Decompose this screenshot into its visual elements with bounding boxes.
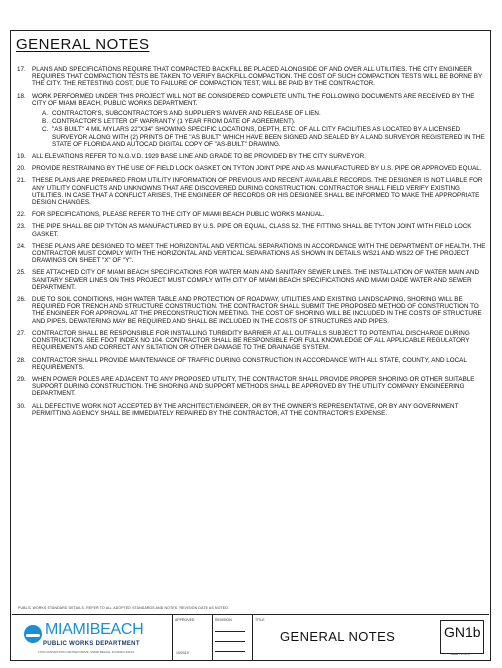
note-number: 21. [17, 177, 26, 185]
subitem-label: B. [42, 118, 48, 126]
subitem-text: CONTRACTOR'S, SUBCONTRACTOR'S AND SUPPLIER'S WAIVER AND RELEASE OF LIEN. [52, 110, 321, 118]
subitem-label: C. [42, 126, 49, 134]
title-label: TITLE [255, 618, 265, 622]
divider [252, 615, 253, 660]
logo [12, 615, 162, 660]
sheet-title: GENERAL NOTES [280, 629, 396, 644]
note-item [17, 165, 487, 172]
note-text: DUE TO SOIL CONDITIONS, HIGH WATER TABLE AND PROTECTION OF ROADWAY, UTILITIES AND EXISTING LANDSCAPING, SHORING WILL BE REQUIRED FOR TRENCH AND STRUCTURE CONSTRUCTION. THE CONTRACTOR SHALL SUBMIT THE PROPOSED METHOD OF CONSTRUCTION TO THE ENGINEER FOR APPROVAL AT THE PRECONSTRUCTION MEETING. THE COST OF SHORING WILL BE INCLUDED IN THE COSTS OF STRUCTURE AND PIPES. DEWATERING MAY BE REQUIRED AND SHALL BE INCLUDED IN THE COSTS OF STRUCTURES AND PIPES. [32, 296, 482, 325]
note-text: WORK PERFORMED UNDER THIS PROJECT WILL NOT BE CONSIDERED COMPLETE UNTIL THE FOLLOWING DOCUMENTS ARE RECEIVED BY THE CITY OF MIAMI BEACH, PUBLIC WORKS DEPARTMENT. [32, 92, 475, 107]
approved-label: APPROVED [175, 618, 195, 622]
subitem-text: "AS BUILT" 4 MIL MYLARS 22"X34" SHOWING SPECIFIC LOCATIONS, DEPTH, ETC. OF ALL CITY FACILITIES AS LOCATED BY A LICENSED SURVEYOR ALONG WITH (2) PRINTS OF THE "AS BUILT" WHICH HAVE BEEN SIGNED AND SEALED BY A LAND SURVEYOR REGISTERED IN THE STATE OF FLORIDA AND AUTOCAD DIGITAL COPY OF "AS-BUILT" DRAWING. [52, 126, 485, 148]
note-number: 24. [17, 242, 26, 250]
note-text: WHEN POWER POLES ARE ADJACENT TO ANY PROPOSED UTILITY, THE CONTRACTOR SHALL PROVIDE PROPER SHORING OR OTHER SUITABLE SUPPORT DURING CONSTRUCTION. THE SHORING AND SUPPORT METHODS SHALL BE APPROVED BY THE UTILITY COMPANY ENGINEERING DEPARTMENT. [32, 375, 475, 398]
note-subitem [42, 118, 487, 125]
note-text: THESE PLANS ARE PREPARED FROM UTILITY INFORMATION OF PREVIOUS AND RECENT AVAILABLE RECORDS. THE DESIGNER IS NOT LIABLE FOR ANY UTILITY CONFLICTS AND UNKNOWNS THAT ARE DISCOVERED DURING CONSTRUCTION. CONTRACTOR SHALL FIELD VERIFY EXISTING UTILITIES. IN CASE THAT A CONFLICT ARISES, THE ENGINEER OF RECORDS OR HIS DESIGNEE SHALL BE INFORMED TO MAKE THE APPROPRIATE DESIGN CHANGES. [32, 177, 483, 207]
divider [212, 615, 213, 660]
note-item [17, 376, 487, 398]
note-text: PLANS AND SPECIFICATIONS REQUIRE THAT COMPACTED BACKFILL BE PLACED ALONGSIDE OF AND OVER ALL UTILITIES. THE CITY ENGINEER REQUIRES THAT COMPACTION TESTS BE TAKEN TO VERIFY BACKFILL COMPACTION. THE COST OF SUCH COMPACTION TESTS WILL BE BORNE BY THE CITY. THE RETESTING COST, DUE TO FAILURE OF COMPACTION TEST, WILL BE PAID BY THE CONTRACTOR. [32, 66, 483, 88]
note-subitem [42, 110, 487, 117]
notes-list [17, 66, 487, 422]
note-text: THE PIPE SHALL BE DIP TYTON AS MANUFACTURED BY U.S. PIPE OR EQUAL, CLASS 52. THE FITTING SHALL BE TYTON JOINT WITH FIELD LOCK GASKET. [32, 223, 472, 238]
note-subitem [42, 126, 487, 148]
note-item [17, 330, 487, 352]
note-item [17, 403, 487, 417]
note-item [17, 177, 487, 206]
approved-value: 10/2019 [176, 651, 189, 655]
title-block-reference: PUBLIC WORKS STANDARD DETAILS. REFER TO ALL ADOPTED STANDARDS AND NOTES. REVISION DATE AS NOTED. [18, 606, 230, 610]
note-item [17, 243, 487, 265]
revision-line [215, 631, 245, 632]
note-number: 28. [17, 356, 26, 364]
note-sublist [32, 110, 487, 148]
note-number: 19. [17, 153, 26, 161]
note-text: PROVIDE RESTRAINING BY THE USE OF FIELD LOCK GASKET ON TYTON JOINT PIPE AND AS MANUFACTURED BY U.S. PIPE OR APPROVED EQUAL. [32, 165, 482, 173]
revision-line [215, 651, 245, 652]
note-text: FOR SPECIFICATIONS, PLEASE REFER TO THE CITY OF MIAMI BEACH PUBLIC WORKS MANUAL. [32, 211, 325, 219]
note-number: 25. [17, 269, 26, 277]
note-item [17, 269, 487, 291]
note-item [17, 223, 487, 237]
note-text: ALL DEFECTIVE WORK NOT ACCEPTED BY THE ARCHITECT/ENGINEER, OR BY THE OWNER'S REPRESENTATIVE, OR BY ANY GOVERNMENT PERMITTING AGENCY SHALL BE IMMEDIATELY REPAIRED BY THE CONTRACTOR, AT THE CONTRACTOR'S EXPENSE. [32, 402, 459, 417]
note-text: ALL ELEVATIONS REFER TO N.G.V.D. 1929 BASE LINE AND GRADE TO BE PROVIDED BY THE CITY SURVEYOR. [32, 153, 366, 161]
note-number: 17. [17, 66, 26, 73]
note-item [17, 66, 487, 88]
sheet-number: GN1b [444, 624, 481, 640]
note-number: 18. [17, 92, 26, 100]
miami-beach-logo-icon [24, 625, 42, 643]
logo-department: PUBLIC WORKS DEPARTMENT [43, 641, 140, 647]
note-item [17, 93, 487, 148]
page-title: GENERAL NOTES [16, 36, 150, 53]
note-number: 20. [17, 165, 26, 173]
note-item [17, 211, 487, 218]
note-number: 26. [17, 296, 26, 304]
note-item [17, 153, 487, 160]
note-number: 30. [17, 402, 26, 410]
note-number: 29. [17, 375, 26, 383]
revision-label: REVISION [215, 618, 232, 622]
subitem-text: CONTRACTOR'S LETTER OF WARRANTY (1 YEAR FROM DATE OF AGREEMENT). [52, 118, 296, 126]
note-number: 27. [17, 329, 26, 337]
divider [172, 615, 173, 660]
note-number: 23. [17, 223, 26, 231]
revision-line [215, 641, 245, 642]
note-item [17, 296, 487, 325]
note-text: CONTRACTOR SHALL PROVIDE MAINTENANCE OF TRAFFIC DURING CONSTRUCTION IN ACCORDANCE WITH ALL STATE, COUNTY, AND LOCAL REQUIREMENTS. [32, 356, 467, 371]
logo-address: 1700 CONVENTION CENTER DRIVE, MIAMI BEACH, FLORIDA 33139 [38, 650, 134, 654]
title-block [12, 614, 489, 660]
note-item [17, 357, 487, 371]
note-text: THESE PLANS ARE DESIGNED TO MEET THE HORIZONTAL AND VERTICAL SEPARATIONS IN ACCORDANCE WITH THE DEPARTMENT OF HEALTH. THE CONTRACTOR MUST COMPLY WITH THE HORIZONTAL AND VERTICAL SEPARATIONS AS SHOWN IN DETAILS WS21 AND WS22 OF THE PROJECT DRAWINGS ON SHEET "X" OF "Y". [32, 242, 486, 265]
subitem-label: A. [42, 110, 48, 118]
note-text: SEE ATTACHED CITY OF MIAMI BEACH SPECIFICATIONS FOR WATER MAIN AND SANITARY SEWER LINES. THE INSTALLATION OF WATER MAIN AND SANITARY SEWER LINES ON THIS PROJECT MUST COMPLY WITH CITY OF MIAMI BEACH SPECIFICATIONS AND MIAMI DADE WATER AND SEWER DEPARTMENT. [32, 269, 480, 291]
logo-name: MIAMIBEACH [45, 621, 144, 638]
sheet-count: SHEET 2 OF 2 [450, 652, 470, 656]
note-number: 22. [17, 211, 26, 219]
note-text: CONTRACTOR SHALL BE RESPONSIBLE FOR INSTALLING TURBIDITY BARRIER AT ALL OUTFALLS SUBJECT TO POTENTIAL DISCHARGE DURING CONSTRUCTION. SEE FDOT INDEX NO 104. CONTRACTOR SHALL BE RESPONSIBLE FOR FULL KNOWLEDGE OF ALL APPLICABLE REGULATORY REQUIREMENTS AND CORRECT ANY SILTATION OR OTHER DAMAGE TO THE DRAINAGE SYSTEM. [32, 329, 470, 352]
